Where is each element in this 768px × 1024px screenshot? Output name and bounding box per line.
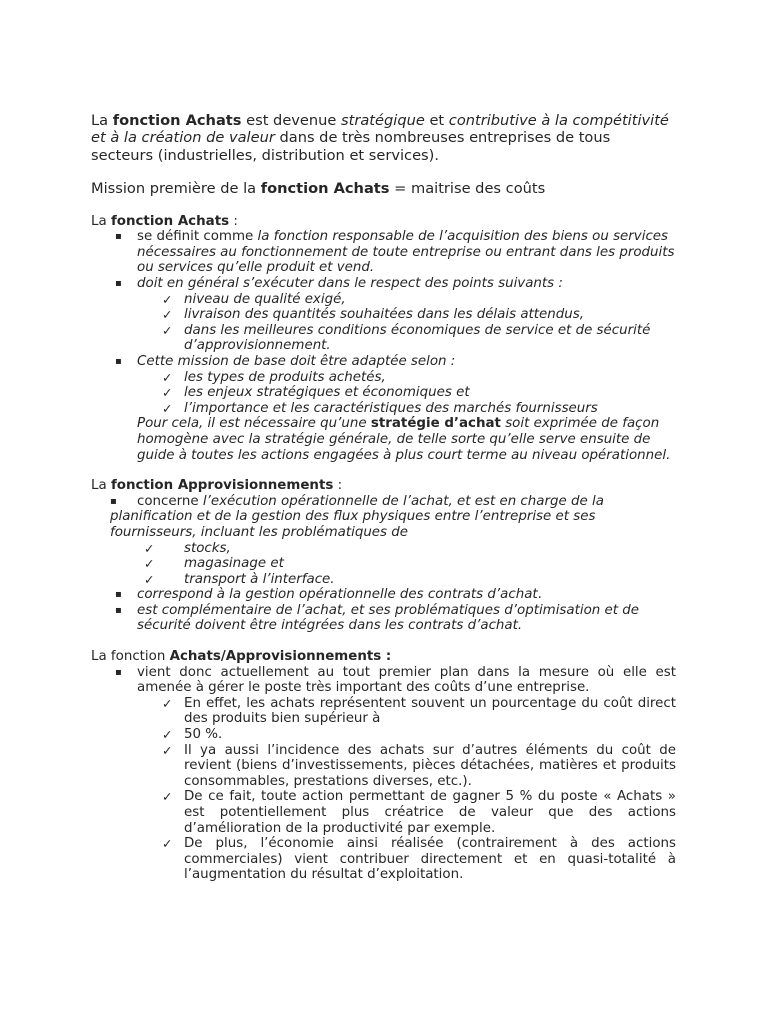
intro-paragraph xyxy=(91,112,676,164)
check-icon: ✓ xyxy=(144,540,155,556)
text: et xyxy=(424,112,449,129)
italic-text: est complémentaire de l’achat, et ses problématiques d’optimisation et de sécurité doivent être intégrées dans les contrats d’achat. xyxy=(137,602,640,634)
check-icon: ✓ xyxy=(162,727,173,743)
check-item xyxy=(91,385,676,401)
italic-text: contributive à la compétitivité et à la création de valeur xyxy=(91,112,669,147)
bullet-icon: ▪ xyxy=(115,604,122,616)
bold-text: fonction Approvisionnements xyxy=(110,478,334,494)
check-item xyxy=(91,696,676,727)
check-icon: ✓ xyxy=(162,291,173,307)
check-item xyxy=(91,541,676,557)
italic-text: soit exprimée de façon homogène avec la stratégie générale, de telle sorte qu’elle serve ensuite de guide à toutes les actions engagées à plus court terme au niveau opérationnel. xyxy=(137,416,671,463)
bold-text: Achats/Approvisionnements : xyxy=(169,649,392,665)
check-icon: ✓ xyxy=(162,836,173,852)
check-item xyxy=(91,323,676,354)
check-icon: ✓ xyxy=(144,571,155,587)
bold-text: fonction Achats xyxy=(260,180,390,198)
italic-text: la fonction responsable de l’acquisition des biens ou services nécessaires au fonctionnement de toute entreprise ou entrant dans les produits ou services qu’elle produit et vend. xyxy=(137,229,675,276)
text: De plus, l’économie ainsi réalisée (contrairement à des actions commerciales) vient contribuer directement et en quasi-totalité à l’augmentation du résultat d’exploitation. xyxy=(184,836,676,883)
text: vient donc actuellement au tout premier plan dans la mesure où elle est amenée à gérer le poste très important des coûts d’une entreprise. xyxy=(137,664,676,696)
text: concerne xyxy=(137,493,203,509)
text: 50 %. xyxy=(184,727,223,743)
italic-text: Cette mission de base doit être adaptée selon : xyxy=(137,353,456,369)
text: Il ya aussi l’incidence des achats sur d’autres éléments du coût de revient (biens d’investissements, pièces détachées, matières et produits consommables, prestations diverses, etc.). xyxy=(184,742,676,789)
check-item xyxy=(91,789,676,836)
italic-text: magasinage et xyxy=(184,556,284,572)
mission-paragraph xyxy=(91,180,676,197)
bullet-icon: ▪ xyxy=(115,589,122,601)
text: En effet, les achats représentent souvent un pourcentage du coût direct des produits bien supérieur à xyxy=(184,695,676,727)
text: est devenue xyxy=(241,112,342,129)
italic-text: livraison des quantités souhaitées dans les délais attendus, xyxy=(184,307,584,323)
check-item xyxy=(91,836,676,883)
achats-appro-heading xyxy=(91,649,676,665)
italic-text: correspond à la gestion opérationnelle des contrats d’achat xyxy=(137,587,538,603)
check-icon: ✓ xyxy=(162,789,173,805)
list-item xyxy=(91,603,676,634)
italic-text: l’exécution opérationnelle de l’achat, et est en charge de la planification et de la gestion des flux physiques entre l’entreprise et ses fournisseurs, incluant les problématiques de xyxy=(110,493,604,540)
strategy-paragraph xyxy=(91,416,676,463)
list-item xyxy=(91,587,676,603)
list-item xyxy=(91,494,676,541)
italic-text: stocks, xyxy=(184,540,231,556)
check-icon: ✓ xyxy=(162,385,173,401)
italic-text: dans les meilleures conditions économiques de service et de sécurité d’approvisionnement. xyxy=(184,322,651,354)
bullet-icon: ▪ xyxy=(115,278,122,289)
bold-text: stratégie d’achat xyxy=(370,416,501,432)
check-item xyxy=(91,572,676,588)
check-icon: ✓ xyxy=(162,742,173,758)
list-item xyxy=(91,665,676,696)
italic-text: l’importance et les caractéristiques des marchés fournisseurs xyxy=(184,400,598,416)
appro-heading xyxy=(91,478,676,494)
text: La fonction xyxy=(91,649,170,665)
check-item xyxy=(91,743,676,790)
italic-text: transport à l’interface. xyxy=(184,571,335,587)
italic-text: les enjeux stratégiques et économiques et xyxy=(184,385,470,401)
text: Mission première de la xyxy=(91,180,261,198)
achats-heading xyxy=(91,214,676,230)
text: La xyxy=(91,112,113,129)
italic-text: niveau de qualité exigé, xyxy=(184,291,346,307)
check-item xyxy=(91,401,676,417)
text: La xyxy=(91,213,111,229)
text: . xyxy=(537,587,542,603)
check-item xyxy=(91,370,676,386)
text: De ce fait, toute action permettant de gagner 5 % du poste « Achats » est potentiellement plus créatrice de valeur que des actions d’amélioration de la productivité par exemple. xyxy=(184,789,676,836)
bullet-icon: ▪ xyxy=(115,355,122,367)
check-icon: ✓ xyxy=(144,556,155,572)
bold-text: fonction Achats xyxy=(112,112,242,129)
bullet-icon: ▪ xyxy=(115,666,122,678)
check-icon: ✓ xyxy=(162,400,173,416)
check-item xyxy=(91,556,676,572)
check-item xyxy=(91,307,676,323)
italic-text: stratégique xyxy=(341,112,425,129)
text: se définit comme xyxy=(137,229,258,245)
check-item xyxy=(91,727,676,743)
text: : xyxy=(229,213,238,229)
italic-text: les types de produits achetés, xyxy=(184,369,386,385)
bullet-icon: ▪ xyxy=(110,495,117,507)
text: La xyxy=(91,478,111,494)
check-item xyxy=(91,292,676,308)
italic-text: doit en général s’exécuter dans le respect des points suivants : xyxy=(137,276,563,291)
italic-text: Pour cela, il est nécessaire qu’une xyxy=(137,416,371,432)
bullet-icon: ▪ xyxy=(115,231,122,243)
bold-text: fonction Achats xyxy=(110,213,230,229)
document-page xyxy=(91,112,676,883)
check-icon: ✓ xyxy=(162,307,173,323)
text: = maitrise des coûts xyxy=(389,180,546,198)
list-item xyxy=(91,354,676,370)
check-icon: ✓ xyxy=(162,322,173,338)
text: : xyxy=(333,478,343,494)
text: dans de très nombreuses entreprises de tous secteurs (industrielles, distribution et services). xyxy=(91,129,611,164)
check-icon: ✓ xyxy=(162,695,173,711)
list-item xyxy=(91,276,676,292)
check-icon: ✓ xyxy=(162,369,173,385)
list-item xyxy=(91,229,676,276)
